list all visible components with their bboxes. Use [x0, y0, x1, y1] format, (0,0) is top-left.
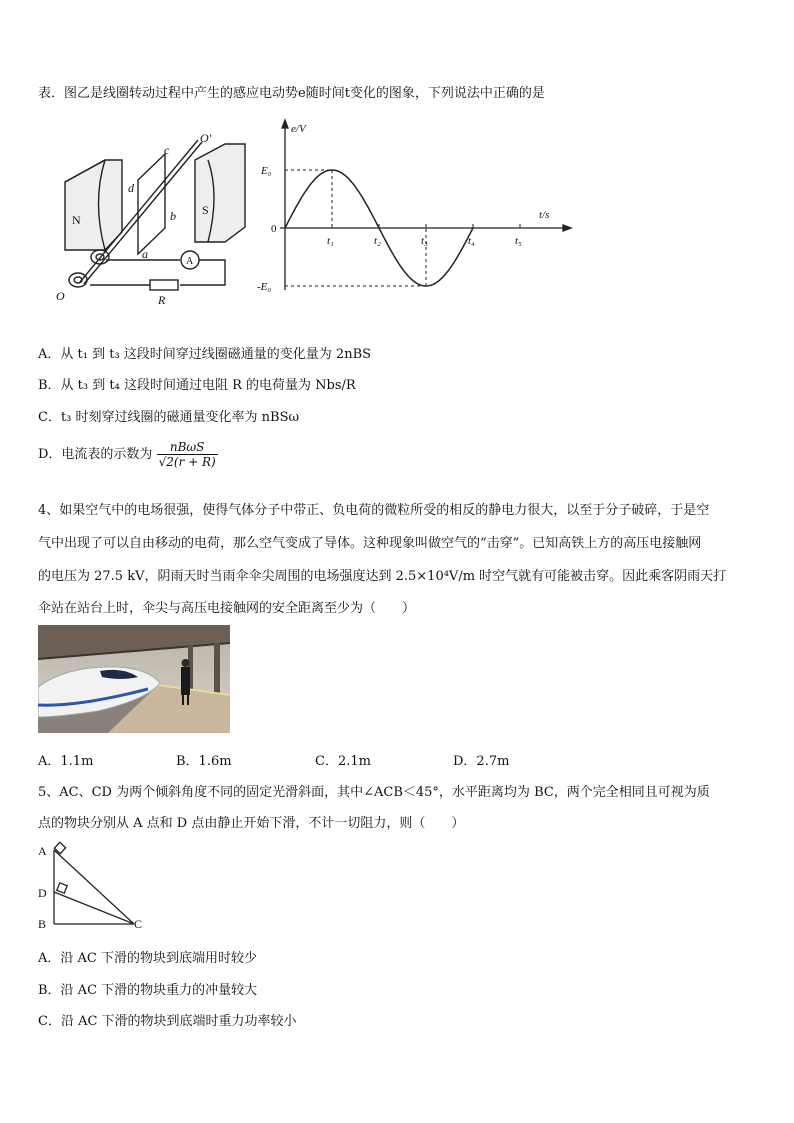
q5-line-2: 点的物块分别从 A 点和 D 点由静止开始下滑，不计一切阻力，则（ ） [38, 816, 465, 831]
label-o-bot: O [56, 289, 65, 303]
fraction-denominator: √2(r + R) [158, 455, 216, 469]
incline-dc [54, 892, 134, 924]
q5-option-b[interactable]: B．沿 AC 下滑的物块重力的冲量较大 [38, 983, 258, 998]
label-o-top: O' [200, 132, 212, 145]
label-n: N [72, 213, 81, 227]
magnet-s [195, 144, 245, 242]
y-axis-label: e/V [291, 123, 306, 135]
incline-diagram [36, 840, 146, 932]
q3-option-b[interactable]: B．从 t₃ 到 t₄ 这段时间通过电阻 R 的电荷量为 Nbs/R [38, 378, 356, 393]
q3-option-d-fraction [157, 440, 218, 469]
label-c: c [164, 143, 170, 157]
coil [138, 154, 165, 254]
train-photo [38, 625, 230, 733]
resistor [150, 280, 178, 290]
q5-option-c[interactable]: C．沿 AC 下滑的物块到底端时重力功率较小 [38, 1014, 297, 1029]
label-ammeter: A [186, 256, 194, 267]
fraction-numerator: nBωS [157, 440, 218, 455]
x-tick-2: t₂ [374, 235, 381, 247]
q4-option-d[interactable]: D．2.7m [453, 754, 510, 769]
label-b: b [170, 209, 176, 223]
x-tick-5: t₅ [515, 235, 522, 247]
label-a: A [38, 844, 47, 858]
emf-time-graph [255, 118, 575, 298]
label-d: D [38, 886, 47, 900]
block-d [57, 883, 67, 893]
q4-line-2: 气中出现了可以自由移动的电荷，那么空气变成了导体。这种现象叫做空气的“击穿”。已知高铁上方的高压电接触网 [38, 536, 702, 551]
q5-line-1: 5、AC、CD 为两个倾斜角度不同的固定光滑斜面，其中∠ACB＜45°，水平距离均为 BC，两个完全相同且可视为质 [38, 785, 710, 800]
q4-option-c[interactable]: C．2.1m [315, 754, 371, 769]
q4-line-3: 的电压为 27.5 kV，阴雨天时当雨伞伞尖周围的电场强度达到 2.5×10⁴V/m 时空气就有可能被击穿。因此乘客阴雨天打 [38, 569, 727, 584]
q5-option-a[interactable]: A．沿 AC 下滑的物块到底端用时较少 [38, 951, 257, 966]
q3-option-c[interactable]: C．t₃ 时刻穿过线圈的磁通量变化率为 nBSω [38, 410, 300, 425]
label-d: d [128, 181, 134, 195]
magnet-n [65, 160, 122, 250]
x-axis-label: t/s [539, 209, 550, 221]
person [181, 667, 190, 695]
q3-option-d[interactable] [38, 440, 218, 469]
q3-option-a[interactable]: A．从 t₁ 到 t₃ 这段时间穿过线圈磁通量的变化量为 2nBS [38, 347, 372, 362]
q3-option-d-label: D．电流表的示数为 [38, 447, 153, 462]
incline-ac [54, 850, 134, 924]
generator-diagram [50, 132, 280, 307]
label-r: R [158, 293, 166, 307]
x-tick-1: t₁ [327, 235, 334, 247]
q4-line-4: 伞站在站台上时，伞尖与高压电接触网的安全距离至少为（ ） [38, 601, 416, 616]
label-s: S [202, 203, 209, 217]
x-tick-3: t₃ [421, 235, 428, 247]
y-tick-zero: 0 [271, 223, 277, 235]
q4-option-a[interactable]: A．1.1m [38, 754, 94, 769]
y-tick-neg-e0: -E₀ [257, 281, 272, 293]
x-tick-4: t₄ [468, 235, 475, 247]
label-c: C [134, 917, 143, 931]
q4-option-b[interactable]: B．1.6m [176, 754, 232, 769]
y-tick-e0: E₀ [261, 165, 272, 177]
label-a: a [142, 247, 148, 261]
label-b: B [38, 917, 47, 931]
q4-line-1: 4、如果空气中的电场很强，使得气体分子中带正、负电荷的微粒所受的相反的静电力很大，以至于分子破碎，于是空 [38, 503, 710, 518]
q3-intro: 表．图乙是线圈转动过程中产生的感应电动势e随时间t变化的图象，下列说法中正确的是 [38, 86, 545, 101]
